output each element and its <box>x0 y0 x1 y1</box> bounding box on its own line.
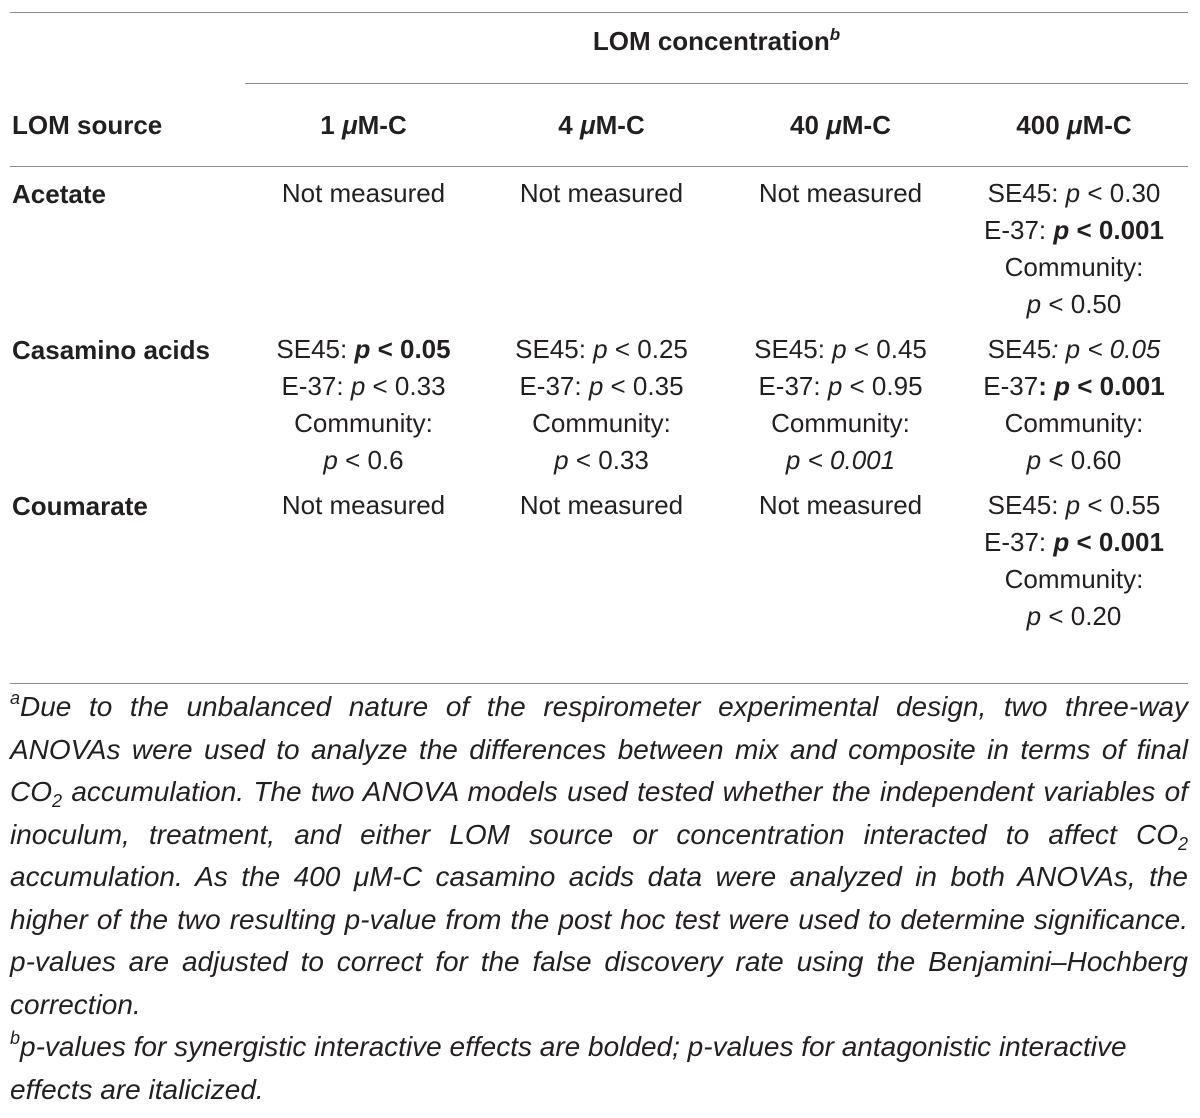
table-cell: Not measured <box>758 178 923 208</box>
row-label: Coumarate <box>12 491 148 521</box>
table-cell: Not measured <box>519 490 684 520</box>
lom-source-header: LOM source <box>12 110 163 140</box>
column-header-4: 4 μM-C <box>558 110 645 140</box>
table-footnotes <box>10 683 1188 1111</box>
footnote-marker-b: b <box>829 25 841 44</box>
table-cell: SE45: p < 0.45 E-37: p < 0.95 Community: p < 0.001 <box>754 334 927 475</box>
table-row-coumarate <box>10 479 1188 635</box>
table-row-acetate <box>10 167 1188 323</box>
row-label: Casamino acids <box>12 335 210 365</box>
table-cell: SE45: p < 0.30 E-37: p < 0.001 Community: p < 0.50 <box>984 178 1164 319</box>
table-cell: Not measured <box>281 490 446 520</box>
table-cell: Not measured <box>758 490 923 520</box>
table-container <box>10 12 1188 635</box>
concentration-group-header: LOM concentration$^b$ <box>592 25 841 56</box>
table-row-casamino-acids <box>10 323 1188 479</box>
table-cell: SE45: p < 0.05 E-37: p < 0.001 Community: p < 0.60 <box>983 334 1165 475</box>
column-header-40: 40 μM-C <box>790 110 891 140</box>
table-cell: Not measured <box>519 178 684 208</box>
column-header-1: 1 μM-C <box>320 110 407 140</box>
column-header-400: 400 μM-C <box>1016 110 1132 140</box>
table-cell: SE45: p < 0.05 E-37: p < 0.33 Community: p < 0.6 <box>276 334 451 475</box>
results-table <box>10 12 1188 635</box>
row-label: Acetate <box>12 179 106 209</box>
table-cell: Not measured <box>281 178 446 208</box>
table-cell: SE45: p < 0.55 E-37: p < 0.001 Community: p < 0.20 <box>984 490 1164 631</box>
footnote-a: $^a$Due to the unbalanced nature of the respirometer experimental design, two three-way ANOVAs were used to analyze the differences between mix and composite in terms of final $CO_2$ accumulation. The two ANOVA models used tested whether the independent variables of inoculum, treatment, and either LOM source or concentration interacted to affect $CO_2$ accumulation. As the 400 μM-C casamino acids data were analyzed in both ANOVAs, the higher of the two resulting p-value from the post hoc test were used to determine significance. p-values are adjusted to correct for the false discovery rate using the Benjamini–Hochberg correction. <box>10 688 1188 1020</box>
footnote-b: $^b$p-values for synergistic interactive effects are bolded; p-values for antagonistic interactive effects are italicized. <box>10 1028 1127 1105</box>
table-cell: SE45: p < 0.25 E-37: p < 0.35 Community: p < 0.33 <box>515 334 688 475</box>
